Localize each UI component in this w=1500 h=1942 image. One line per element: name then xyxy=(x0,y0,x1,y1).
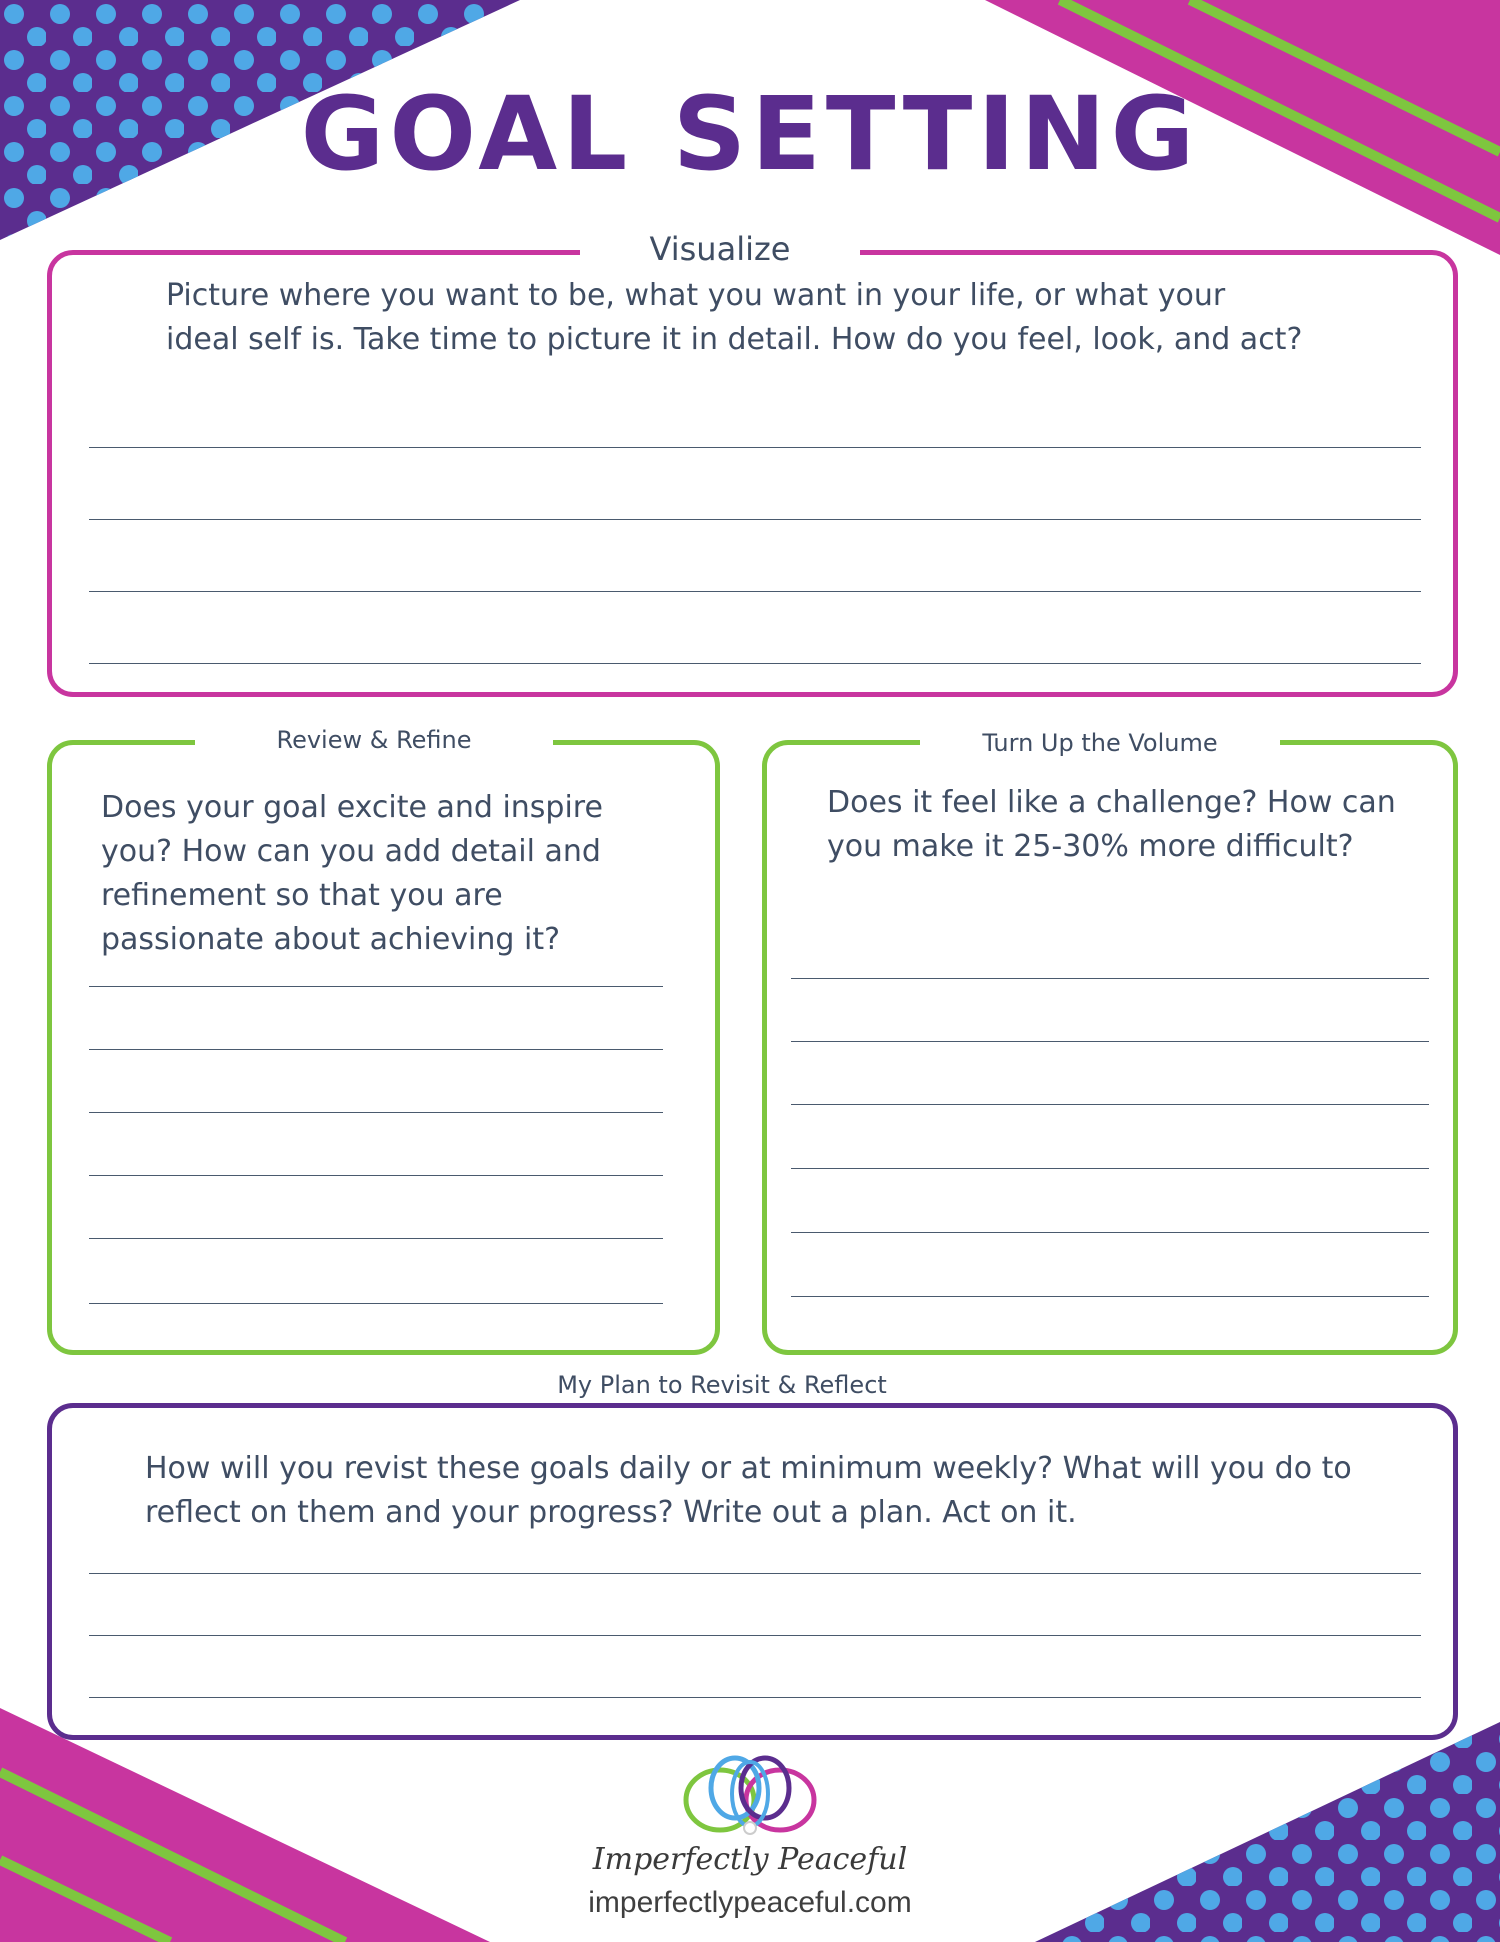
writing-line[interactable] xyxy=(89,1697,1421,1698)
writing-line[interactable] xyxy=(89,1238,663,1239)
review-refine-prompt: Does your goal excite and inspire you? How can you add detail and refinement so that you are passionate about achieving it? xyxy=(101,790,603,957)
writing-line[interactable] xyxy=(89,591,1421,592)
review-refine-label: Review & Refine xyxy=(195,723,553,757)
writing-line[interactable] xyxy=(89,1573,1421,1574)
website-url[interactable]: imperfectlypeaceful.com xyxy=(588,1886,912,1919)
plan-prompt: How will you revist these goals daily or at minimum weekly? What will you do to reflect on them and your progress? Write out a plan. Act on it. xyxy=(145,1451,1352,1530)
writing-line[interactable] xyxy=(791,978,1429,979)
brand-name: Imperfectly Peaceful xyxy=(592,1842,908,1877)
writing-line[interactable] xyxy=(89,1635,1421,1636)
visualize-label: Visualize xyxy=(580,228,860,270)
turn-up-volume-prompt: Does it feel like a challenge? How can you make it 25-30% more difficult? xyxy=(827,785,1396,864)
writing-line[interactable] xyxy=(791,1232,1429,1233)
writing-line[interactable] xyxy=(89,447,1421,448)
writing-line[interactable] xyxy=(791,1041,1429,1042)
writing-line[interactable] xyxy=(791,1168,1429,1169)
writing-line[interactable] xyxy=(89,1112,663,1113)
visualize-prompt: Picture where you want to be, what you want in your life, or what your ideal self is. Take time to picture it in detail. How do you feel, look, and act? xyxy=(166,278,1303,357)
writing-line[interactable] xyxy=(89,1049,663,1050)
writing-line[interactable] xyxy=(89,519,1421,520)
turn-up-volume-label: Turn Up the Volume xyxy=(920,726,1280,760)
writing-line[interactable] xyxy=(89,663,1421,664)
plan-label: My Plan to Revisit & Reflect xyxy=(543,1368,901,1402)
writing-line[interactable] xyxy=(89,986,663,987)
writing-line[interactable] xyxy=(89,1175,663,1176)
writing-line[interactable] xyxy=(89,1303,663,1304)
writing-line[interactable] xyxy=(791,1296,1429,1297)
lotus-logo-icon xyxy=(670,1748,830,1848)
writing-line[interactable] xyxy=(791,1104,1429,1105)
page-title: GOAL SETTING xyxy=(300,75,1200,194)
